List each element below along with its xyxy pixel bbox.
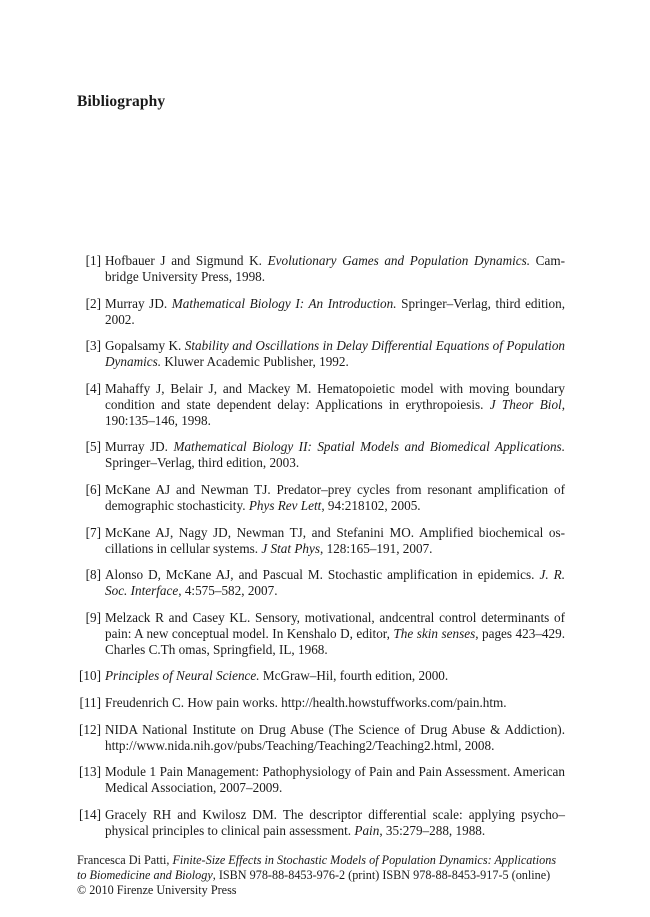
reference-number: [10] [79, 668, 101, 684]
reference-segment: Murray JD. [105, 295, 172, 311]
reference-segment: Module 1 Pain Management: Pathophysiology of Pain and Pain Assessment. American Medical Association, 2007–2009. [105, 764, 565, 796]
reference-segment: Murray JD. [105, 439, 174, 455]
reference-segment: McKane AJ, Nagy JD, Newman TJ, and Stefanini MO. Amplified biochemical oscillations in cellular systems. [105, 524, 565, 556]
reference-item [77, 482, 565, 514]
reference-italic-segment: Mathematical Biology II: Spatial Models and Biomedical Applications. [173, 439, 565, 455]
footer-isbn: , ISBN 978-88-8453-976-2 (print) ISBN 978-88-8453-917-5 (online) [212, 868, 551, 883]
reference-segment: , 128:165–191, 2007. [320, 540, 433, 556]
publication-footer [77, 853, 567, 899]
reference-text [105, 695, 507, 710]
reference-text [105, 610, 565, 657]
reference-item [77, 610, 565, 658]
reference-item [77, 439, 565, 471]
reference-text [105, 296, 565, 327]
reference-italic-segment: Phys Rev Lett [248, 497, 322, 513]
reference-italic-segment: J. R. Soc. Interface [105, 567, 565, 599]
reference-segment: , 190:135–146, 1998. [105, 396, 565, 428]
reference-italic-segment: Evolutionary Games and Population Dynamics. [267, 253, 531, 268]
reference-text [105, 439, 565, 470]
reference-number: [5] [85, 439, 101, 455]
reference-segment: , pages 423–429. Charles C.Th omas, Springfield, IL, 1968. [105, 625, 565, 657]
reference-segment: Hofbauer J and Sigmund K. [105, 253, 268, 268]
reference-segment: Melzack R and Casey KL. Sensory, motivational, andcentral control determinants of pain: A new conceptual model. In Kenshalo D, editor, [105, 609, 565, 641]
reference-item [77, 764, 565, 796]
reference-segment: Freudenrich C. How pain works. http://health.howstuffworks.com/pain.htm. [105, 694, 507, 710]
reference-text [105, 253, 565, 284]
reference-item [77, 525, 565, 557]
reference-italic-segment: Pain [354, 822, 380, 838]
page-title: Bibliography [77, 93, 166, 110]
reference-text [105, 807, 565, 838]
reference-segment: Mahaffy J, Belair J, and Mackey M. Hematopoietic model with moving boundary condition and state dependent delay: Applications in erythropoiesis. [105, 380, 565, 412]
reference-item [77, 381, 565, 429]
reference-italic-segment: The skin senses [393, 625, 476, 641]
reference-number: [8] [85, 567, 101, 583]
reference-italic-segment: Principles of Neural Science. [105, 668, 260, 684]
reference-segment: , 35:279–288, 1988. [379, 822, 486, 838]
reference-number: [4] [85, 380, 101, 396]
footer-book-title: Finite-Size Effects in Stochastic Models of Population Dynamics: Applications to Biomedicine and Biology [77, 853, 557, 883]
reference-segment: Gracely RH and Kwilosz DM. The descriptor differential scale: applying psycho–physical principles to clinical pain assessment. [105, 806, 565, 838]
reference-number: [11] [79, 694, 101, 710]
reference-segment: NIDA National Institute on Drug Abuse (The Science of Drug Abuse & Addiction). http://www.nida.nih.gov/pubs/Teaching/Teaching2/Teaching2.html, 2008. [105, 721, 565, 753]
reference-text [105, 482, 565, 513]
reference-text [105, 338, 565, 369]
reference-item [77, 668, 565, 684]
reference-number: [7] [85, 524, 101, 540]
reference-text [105, 567, 565, 598]
reference-text [105, 525, 565, 556]
reference-number: [9] [85, 609, 101, 625]
reference-item [77, 253, 565, 285]
reference-segment: McKane AJ and Newman TJ. Predator–prey cycles from resonant amplification of demographic stochasticity. [105, 481, 565, 513]
reference-number: [12] [79, 721, 101, 737]
reference-segment: McGraw–Hil, fourth edition, 2000. [259, 668, 449, 684]
reference-number: [6] [85, 481, 101, 497]
reference-segment: Cambridge University Press, 1998. [105, 253, 565, 284]
reference-italic-segment: Mathematical Biology I: An Introduction. [171, 295, 397, 311]
reference-text [105, 764, 565, 795]
reference-segment: Alonso D, McKane AJ, and Pascual M. Stochastic amplification in epidemics. [105, 567, 540, 583]
reference-segment: Springer–Verlag, third edition, 2003. [105, 455, 300, 471]
reference-italic-segment: J Theor Biol [489, 396, 562, 412]
reference-item [77, 695, 565, 711]
reference-segment: Springer–Verlag, third edition, 2002. [105, 295, 565, 327]
reference-item [77, 807, 565, 839]
reference-number: [13] [79, 764, 101, 780]
reference-number: [3] [85, 338, 101, 354]
reference-segment: , 4:575–582, 2007. [178, 583, 278, 599]
reference-item [77, 722, 565, 754]
reference-text [105, 668, 448, 683]
reference-italic-segment: Stability and Oscillations in Delay Differential Equations of Population Dynamics. [105, 338, 566, 370]
reference-text [105, 381, 565, 428]
reference-number: [2] [85, 295, 101, 311]
reference-italic-segment: J Stat Phys [261, 540, 320, 556]
reference-segment: , 94:218102, 2005. [321, 497, 421, 513]
reference-item [77, 338, 565, 370]
reference-item [77, 567, 565, 599]
reference-number: [14] [79, 806, 101, 822]
reference-list [77, 253, 565, 849]
footer-author: Francesca Di Patti, [77, 853, 173, 867]
reference-segment: Gopalsamy K. [105, 338, 185, 354]
reference-segment: Kluwer Academic Publisher, 1992. [161, 354, 349, 370]
reference-item [77, 296, 565, 328]
footer-copyright: © 2010 Firenze University Press [77, 883, 237, 898]
reference-text [105, 722, 565, 753]
reference-number: [1] [85, 253, 101, 268]
